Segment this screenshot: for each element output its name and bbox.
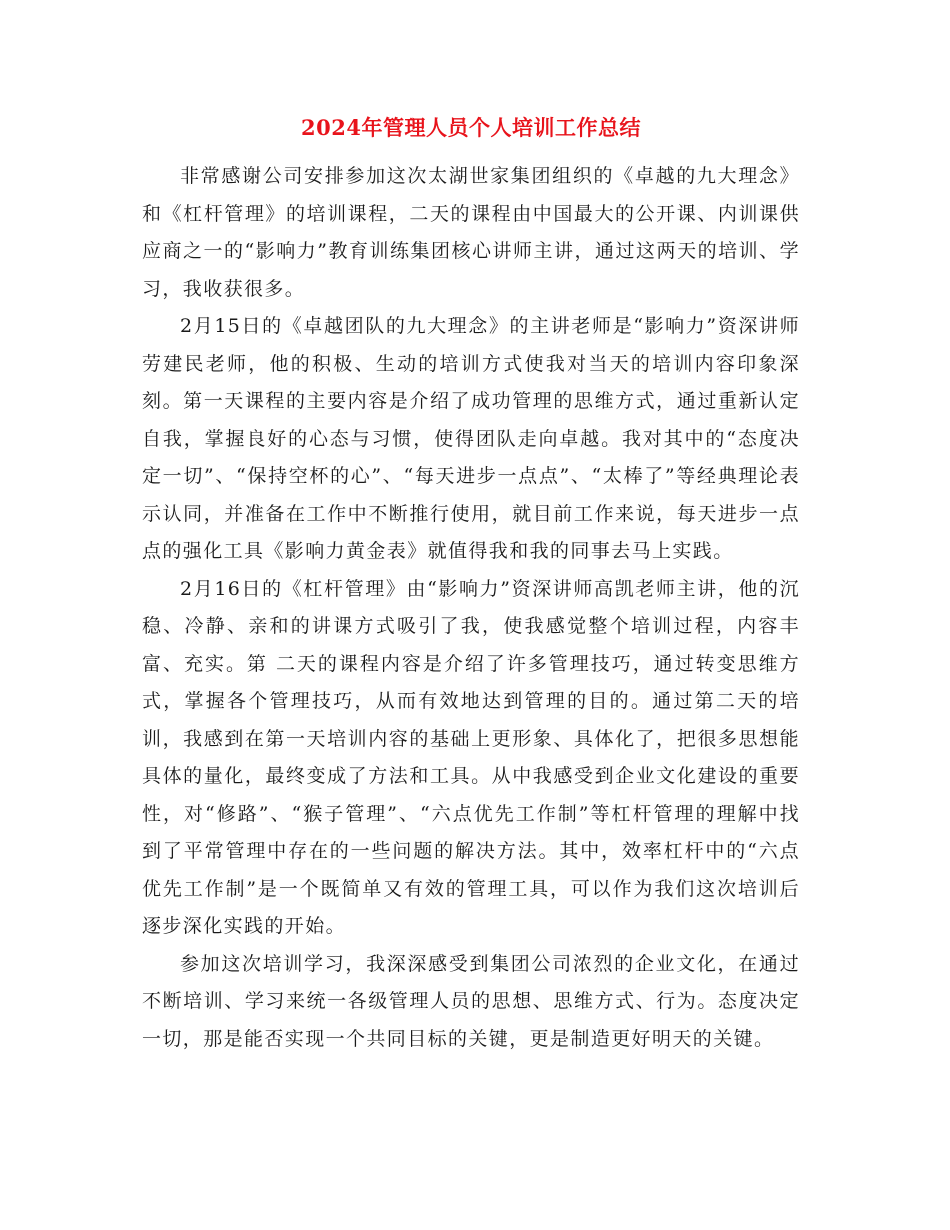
paragraph-day-one: 2月15日的《卓越团队的九大理念》的主讲老师是“影响力”资深讲师劳建民老师，他的积极、生动的培训方式使我对当天的培训内容印象深刻。第一天课程的主要内容是介绍了成功管理的思维方式，通过重新认定自我，掌握良好的心态与习惯，使得团队走向卓越。我对其中的“态度决定一切”、“保持空杯的心”、“每天进步一点点”、“太棒了”等经典理论表示认同，并准备在工作中不断推行使用，就目前工作来说，每天进步一点点的强化工具《影响力黄金表》就值得我和我的同事去马上实践。 <box>142 315 800 562</box>
paragraph-day-two: 2月16日的《杠杆管理》由“影响力”资深讲师高凯老师主讲，他的沉稳、冷静、亲和的讲课方式吸引了我，使我感觉整个培训过程，内容丰富、充实。第 二天的课程内容是介绍了许多管理技巧，通过转变思维方式，掌握各个管理技巧，从而有效地达到管理的目的。通过第二天的培训，我感到在第一天培训内容的基础上更形象、具体化了，把很多思想能具体的量化，最终变成了方法和工具。从中我感受到企业文化建设的重要性，对“修路”、“猴子管理”、“六点优先工作制”等杠杆管理的理解中找到了平常管理中存在的一些问题的解决方法。其中，效率杠杆中的“六点优先工作制”是一个既简单又有效的管理工具，可以作为我们这次培训后逐步深化实践的开始。 <box>142 577 800 937</box>
paragraph-intro: 非常感谢公司安排参加这次太湖世家集团组织的《卓越的九大理念》和《杠杆管理》的培训课程，二天的课程由中国最大的公开课、内训课供应商之一的“影响力”教育训练集团核心讲师主讲，通过这两天的培训、学习，我收获很多。 <box>142 165 800 300</box>
paragraph-conclusion: 参加这次培训学习，我深深感受到集团公司浓烈的企业文化，在通过不断培训、学习来统一各级管理人员的思想、思维方式、行为。态度决定一切，那是能否实现一个共同目标的关键，更是制造更好明天的关键。 <box>142 952 800 1050</box>
document-title: 2024年管理人员个人培训工作总结 <box>301 115 641 140</box>
